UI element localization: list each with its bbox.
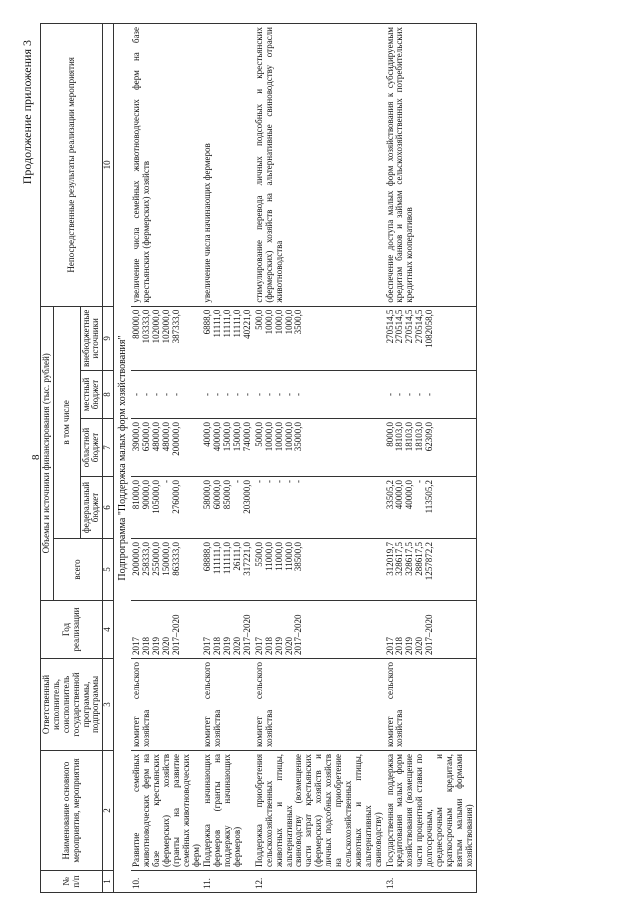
row-years — [131, 601, 202, 659]
row-total-value: 200000,0 — [131, 542, 142, 576]
funding-table — [40, 23, 477, 893]
row-total-value: 26111,0 — [232, 542, 243, 571]
row-regional-value: 18103,0 — [414, 422, 425, 452]
row-regional-value: 15000,0 — [232, 422, 243, 452]
row-years-value: 2017 — [384, 637, 395, 655]
row-local — [254, 371, 385, 419]
row-local-value: - — [131, 393, 142, 396]
row-local-value: - — [414, 393, 425, 396]
row-total-value: 38500,0 — [293, 542, 304, 572]
header-local: местный бюджет — [80, 371, 103, 419]
row-offbudget-value: 1000,0 — [273, 309, 284, 335]
row-offbudget-value: 11111,0 — [232, 309, 243, 338]
row-years-value: 2019 — [404, 637, 415, 655]
row-total — [385, 539, 477, 601]
row-federal-value: 105000,0 — [151, 480, 162, 514]
col-number: 10 — [103, 24, 114, 307]
row-total — [202, 539, 253, 601]
row-local-value: - — [222, 393, 233, 396]
row-local-value: - — [232, 393, 243, 396]
row-years-value: 2017–2020 — [170, 614, 181, 655]
col-number: 1 — [103, 871, 114, 893]
row-regional-value: 4000,0 — [202, 422, 213, 447]
row-offbudget-value: 1082058,0 — [424, 309, 435, 348]
row-local-value: - — [242, 393, 253, 396]
row-local-value: - — [384, 393, 395, 396]
row-total-value: 68888,0 — [202, 542, 213, 572]
row-offbudget-value: 80000,0 — [131, 309, 142, 339]
row-federal-value: 113505,2 — [424, 480, 435, 514]
header-name: Наименование основного мероприятия, мероприятия — [41, 751, 103, 871]
subprogram-row — [114, 24, 132, 893]
row-total-value: 111111,0 — [212, 542, 223, 575]
row-offbudget-value: 270514,5 — [394, 309, 405, 344]
row-local-value: - — [273, 393, 284, 396]
row-federal-value: 58000,0 — [202, 480, 213, 510]
table-row — [131, 24, 202, 893]
subprogram-title: Подпрограмма "Поддержка малых форм хозяйствования" — [114, 24, 132, 893]
row-regional-value: 5000,0 — [253, 422, 264, 447]
row-offbudget-value: 40221,0 — [242, 309, 253, 339]
row-offbudget-value: 11111,0 — [212, 309, 223, 338]
row-years-value: 2020 — [283, 637, 294, 655]
row-years-value: 2020 — [232, 637, 243, 655]
row-local-value: - — [263, 393, 274, 396]
row-years-value: 2018 — [394, 637, 405, 655]
row-result: увеличение числа начинающих фермеров — [202, 24, 253, 307]
header-regional: областной бюджет — [80, 419, 103, 477]
row-local-value: - — [160, 393, 171, 396]
row-number: 10. — [131, 871, 202, 893]
row-regional-value: 8000,0 — [384, 422, 395, 447]
row-regional-value: 35000,0 — [293, 422, 304, 452]
row-regional — [202, 419, 253, 477]
header-executor: Ответственный исполнитель, соисполнитель государственной программы, подпрограммы — [41, 659, 103, 751]
row-regional-value: 48000,0 — [160, 422, 171, 452]
row-offbudget-value: 1000,0 — [283, 309, 294, 335]
table-row — [254, 24, 385, 893]
row-federal-value: 81000,0 — [131, 480, 142, 510]
row-years-value: 2019 — [273, 637, 284, 655]
row-result: увеличение числа семейных животноводческих ферм на базе крестьянских (фермерских) хозяйств — [131, 24, 202, 307]
row-federal-value: 60000,0 — [212, 480, 223, 510]
row-total-value: 150000,0 — [160, 542, 171, 576]
row-result: стимулирование перевода личных подсобных и крестьянских (фермерских) хозяйств на альтернативные свиноводству отрасли животноводства — [254, 24, 385, 307]
header-no: № п/п — [41, 871, 103, 893]
row-regional-value: 65000,0 — [141, 422, 152, 452]
row-offbudget-value: 270514,5 — [384, 309, 395, 344]
row-federal-value: 276000,0 — [170, 480, 181, 514]
row-executor: комитет сельского хозяйства — [385, 659, 477, 751]
row-federal-value: 85000,0 — [222, 480, 233, 510]
row-total-value: 258333,0 — [141, 542, 152, 576]
row-regional-value: 18103,0 — [404, 422, 415, 452]
row-offbudget — [131, 306, 202, 370]
col-number: 2 — [103, 751, 114, 871]
row-years-value: 2018 — [141, 637, 152, 655]
row-total-value: 111111,0 — [222, 542, 233, 575]
row-result: обеспечение доступа малых форм хозяйствования к субсидируемым кредитам банков и займам сельскохозяйственных потребительских кредитных кооперативов — [385, 24, 477, 307]
row-years — [385, 601, 477, 659]
row-regional-value: 48000,0 — [151, 422, 162, 452]
col-number: 9 — [103, 306, 114, 370]
row-federal-value: 203000,0 — [242, 480, 253, 514]
row-offbudget-value: 270514,5 — [404, 309, 415, 344]
row-total-value: 328617,5 — [394, 542, 405, 576]
row-total-value: 5500,0 — [253, 542, 264, 567]
row-executor: комитет сельского хозяйства — [131, 659, 202, 751]
row-local-value: - — [170, 393, 181, 396]
row-local-value: - — [424, 393, 435, 396]
row-total-value: 863333,0 — [170, 542, 181, 576]
row-years — [254, 601, 385, 659]
appendix-continuation: Продолжение приложения 3 — [20, 40, 34, 185]
col-number: 8 — [103, 371, 114, 419]
row-years-value: 2018 — [212, 637, 223, 655]
row-regional — [254, 419, 385, 477]
row-federal — [254, 477, 385, 539]
row-federal-value: - — [283, 480, 294, 483]
row-years — [202, 601, 253, 659]
table-row — [202, 24, 253, 893]
row-total — [254, 539, 385, 601]
row-total-value: 11000,0 — [273, 542, 284, 571]
col-number: 7 — [103, 419, 114, 477]
row-local-value: - — [202, 393, 213, 396]
row-federal-value: - — [232, 480, 243, 483]
row-federal — [131, 477, 202, 539]
row-years-value: 2017–2020 — [242, 614, 253, 655]
row-local — [131, 371, 202, 419]
row-regional — [131, 419, 202, 477]
col-number: 3 — [103, 659, 114, 751]
row-offbudget — [385, 306, 477, 370]
page-number: 8 — [30, 454, 42, 460]
row-regional-value: 40000,0 — [212, 422, 223, 452]
row-name: Развитие семейных животноводческих ферм на базе крестьянских (фермерских) хозяйств (гранты на развитие семейных животноводческих ферм) — [131, 751, 202, 871]
row-total-value: 11000,0 — [263, 542, 274, 571]
row-federal-value: 40000,0 — [394, 480, 405, 510]
col-number: 5 — [103, 539, 114, 601]
row-number: 13. — [385, 871, 477, 893]
row-offbudget-value: 1000,0 — [263, 309, 274, 335]
header-year: Год реализации — [41, 601, 103, 659]
row-federal-value: - — [263, 480, 274, 483]
row-regional-value: 74000,0 — [242, 422, 253, 452]
col-number: 6 — [103, 477, 114, 539]
row-federal-value: - — [293, 480, 304, 483]
table-row — [385, 24, 477, 893]
row-total — [131, 539, 202, 601]
row-total-value: 317221,0 — [242, 542, 253, 576]
header-offbudget: внебюджетные источники — [80, 306, 103, 370]
row-local-value: - — [283, 393, 294, 396]
row-federal — [202, 477, 253, 539]
header-total: всего — [53, 539, 102, 601]
row-name: Государственная поддержка кредитования малых форм хозяйствования (возмещение части процентной ставки по долгосрочным, среднесрочным и краткосрочным кредитам, взятым малыми формами хозяйствования) — [385, 751, 477, 871]
row-local-value: - — [253, 393, 264, 396]
row-years-value: 2017–2020 — [424, 614, 435, 655]
row-offbudget-value: 500,0 — [253, 309, 264, 330]
row-name: Поддержка начинающих фермеров (гранты на поддержку начинающих фермеров) — [202, 751, 253, 871]
row-number: 12. — [254, 871, 385, 893]
row-federal — [385, 477, 477, 539]
row-number: 11. — [202, 871, 253, 893]
header-funding: Объемы и источники финансирования (тыс. рублей) — [41, 306, 54, 600]
row-offbudget-value: 11111,0 — [222, 309, 233, 338]
row-regional-value: 62309,0 — [424, 422, 435, 452]
row-total-value: 288617,5 — [414, 542, 425, 576]
row-total-value: 328617,5 — [404, 542, 415, 576]
row-regional — [385, 419, 477, 477]
row-federal-value: 40000,0 — [404, 480, 415, 510]
row-federal-value: 33505,2 — [384, 480, 395, 510]
row-years-value: 2019 — [151, 637, 162, 655]
row-federal-value: - — [273, 480, 284, 483]
row-name: Поддержка приобретения сельскохозяйственных животных и птицы, альтернативных свиноводству (возмещение части затрат крестьянских (фермерских) хозяйств и личных подсобных хозяйств на приобретение сельскохозяйственных животных и птицы, альтернативных свиноводству) — [254, 751, 385, 871]
row-local-value: - — [212, 393, 223, 396]
row-federal-value: - — [253, 480, 264, 483]
row-regional-value: 15000,0 — [222, 422, 233, 452]
row-local — [385, 371, 477, 419]
row-executor: комитет сельского хозяйства — [202, 659, 253, 751]
row-regional-value: 18103,0 — [394, 422, 405, 452]
header-incl: в том числе — [53, 306, 80, 538]
row-offbudget — [202, 306, 253, 370]
row-offbudget-value: 387333,0 — [170, 309, 181, 344]
row-years-value: 2019 — [222, 637, 233, 655]
row-local-value: - — [141, 393, 152, 396]
header-results: Непосредственные результаты реализации мероприятия — [41, 24, 103, 307]
row-executor: комитет сельского хозяйства — [254, 659, 385, 751]
row-years-value: 2020 — [160, 637, 171, 655]
row-offbudget-value: 103333,0 — [141, 309, 152, 344]
row-regional-value: 10000,0 — [283, 422, 294, 452]
row-total-value: 312019,7 — [384, 542, 395, 576]
row-federal-value: - — [160, 480, 171, 483]
header-federal: федеральный бюджет — [80, 477, 103, 539]
row-years-value: 2017 — [131, 637, 142, 655]
row-local — [202, 371, 253, 419]
row-years-value: 2017 — [253, 637, 264, 655]
row-local-value: - — [151, 393, 162, 396]
row-local-value: - — [404, 393, 415, 396]
row-years-value: 2017 — [202, 637, 213, 655]
row-years-value: 2017–2020 — [293, 614, 304, 655]
row-years-value: 2018 — [263, 637, 274, 655]
row-total-value: 255000,0 — [151, 542, 162, 576]
row-regional-value: 10000,0 — [263, 422, 274, 452]
row-regional-value: 39000,0 — [131, 422, 142, 452]
column-numbers — [103, 24, 114, 893]
row-total-value: 11000,0 — [283, 542, 294, 571]
row-offbudget-value: 102000,0 — [160, 309, 171, 344]
row-local-value: - — [293, 393, 304, 396]
row-offbudget-value: 102000,0 — [151, 309, 162, 344]
row-offbudget-value: 3500,0 — [293, 309, 304, 335]
row-offbudget-value: 6888,0 — [202, 309, 213, 335]
col-number: 4 — [103, 601, 114, 659]
row-offbudget — [254, 306, 385, 370]
row-regional-value: 10000,0 — [273, 422, 284, 452]
row-offbudget-value: 270514,5 — [414, 309, 425, 344]
row-local-value: - — [394, 393, 405, 396]
row-federal-value: - — [414, 480, 425, 483]
row-regional-value: 200000,0 — [170, 422, 181, 456]
row-years-value: 2020 — [414, 637, 425, 655]
row-total-value: 1257872,2 — [424, 542, 435, 581]
row-federal-value: 90000,0 — [141, 480, 152, 510]
